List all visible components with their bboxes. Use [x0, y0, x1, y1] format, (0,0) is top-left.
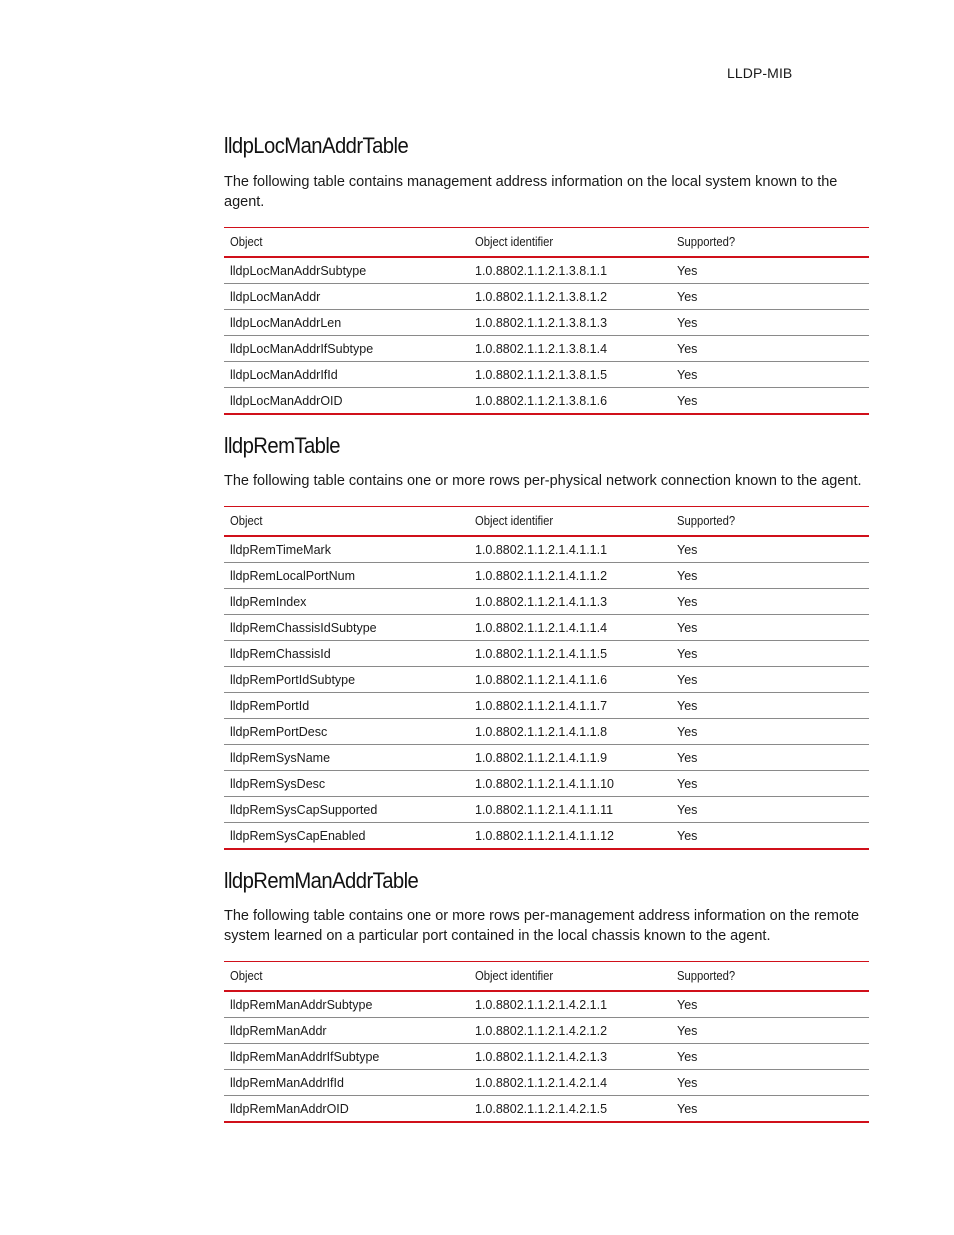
cell-object-identifier: 1.0.8802.1.1.2.1.4.1.1.12 [469, 823, 671, 850]
cell-supported: Yes [671, 641, 869, 667]
cell-supported: Yes [671, 362, 869, 388]
table-row [224, 1070, 869, 1096]
table-row [224, 589, 869, 615]
cell-object-identifier: 1.0.8802.1.1.2.1.4.1.1.6 [469, 667, 671, 693]
cell-supported: Yes [671, 615, 869, 641]
column-header-object: Object [230, 235, 263, 249]
cell-supported: Yes [671, 310, 869, 336]
cell-object: lldpRemChassisId [224, 641, 469, 667]
cell-object-identifier: 1.0.8802.1.1.2.1.4.2.1.5 [469, 1096, 671, 1123]
section-lldp-loc-man-addr-table [224, 133, 869, 415]
table-row [224, 388, 869, 415]
cell-object: lldpLocManAddrIfId [224, 362, 469, 388]
table-row [224, 693, 869, 719]
section-title: lldpRemTable [224, 433, 341, 458]
section-lldp-rem-table [224, 433, 869, 850]
cell-object: lldpRemIndex [224, 589, 469, 615]
cell-object: lldpLocManAddrSubtype [224, 257, 469, 284]
cell-object-identifier: 1.0.8802.1.1.2.1.4.1.1.9 [469, 745, 671, 771]
section-description: The following table contains management address information on the local system known to the agent. [224, 174, 838, 210]
cell-object-identifier: 1.0.8802.1.1.2.1.4.1.1.11 [469, 797, 671, 823]
cell-supported: Yes [671, 257, 869, 284]
section-title: lldpLocManAddrTable [224, 133, 409, 158]
cell-object-identifier: 1.0.8802.1.1.2.1.4.1.1.1 [469, 536, 671, 563]
table-row [224, 823, 869, 850]
table-row [224, 991, 869, 1018]
table-row [224, 771, 869, 797]
cell-supported: Yes [671, 745, 869, 771]
cell-supported: Yes [671, 823, 869, 850]
table-row [224, 284, 869, 310]
cell-object: lldpRemLocalPortNum [224, 563, 469, 589]
cell-object-identifier: 1.0.8802.1.1.2.1.4.2.1.3 [469, 1044, 671, 1070]
column-header-object: Object [230, 969, 263, 983]
cell-object-identifier: 1.0.8802.1.1.2.1.3.8.1.1 [469, 257, 671, 284]
cell-supported: Yes [671, 563, 869, 589]
section-lldp-rem-man-addr-table [224, 868, 869, 1123]
table-row [224, 797, 869, 823]
table-row [224, 667, 869, 693]
cell-supported: Yes [671, 1070, 869, 1096]
table-header-row [224, 507, 869, 537]
cell-object: lldpRemSysCapEnabled [224, 823, 469, 850]
cell-object-identifier: 1.0.8802.1.1.2.1.4.1.1.8 [469, 719, 671, 745]
section-title: lldpRemManAddrTable [224, 868, 419, 893]
cell-object: lldpRemSysName [224, 745, 469, 771]
cell-object: lldpRemManAddrIfSubtype [224, 1044, 469, 1070]
cell-supported: Yes [671, 284, 869, 310]
cell-object: lldpRemManAddrOID [224, 1096, 469, 1123]
column-header-object-identifier: Object identifier [475, 235, 554, 249]
cell-object-identifier: 1.0.8802.1.1.2.1.4.2.1.1 [469, 991, 671, 1018]
cell-object: lldpRemTimeMark [224, 536, 469, 563]
table-row [224, 536, 869, 563]
cell-object: lldpRemManAddr [224, 1018, 469, 1044]
cell-supported: Yes [671, 797, 869, 823]
table-row [224, 563, 869, 589]
table-row [224, 362, 869, 388]
cell-object: lldpRemSysDesc [224, 771, 469, 797]
cell-supported: Yes [671, 1044, 869, 1070]
cell-supported: Yes [671, 991, 869, 1018]
cell-object-identifier: 1.0.8802.1.1.2.1.3.8.1.2 [469, 284, 671, 310]
cell-supported: Yes [671, 667, 869, 693]
cell-supported: Yes [671, 388, 869, 415]
table-header-row [224, 962, 869, 992]
cell-object-identifier: 1.0.8802.1.1.2.1.4.1.1.4 [469, 615, 671, 641]
table-row [224, 719, 869, 745]
cell-object: lldpRemPortId [224, 693, 469, 719]
cell-object-identifier: 1.0.8802.1.1.2.1.4.2.1.2 [469, 1018, 671, 1044]
cell-object-identifier: 1.0.8802.1.1.2.1.4.1.1.3 [469, 589, 671, 615]
table-row [224, 336, 869, 362]
column-header-object-identifier: Object identifier [475, 969, 554, 983]
section-description: The following table contains one or more rows per-management address information on the remote system learned on a particular port contained in the local chassis known to the agent. [224, 908, 860, 944]
column-header-supported: Supported? [677, 969, 736, 983]
cell-object-identifier: 1.0.8802.1.1.2.1.3.8.1.4 [469, 336, 671, 362]
cell-object-identifier: 1.0.8802.1.1.2.1.4.1.1.10 [469, 771, 671, 797]
cell-supported: Yes [671, 693, 869, 719]
running-header: LLDP-MIB [727, 65, 793, 81]
mib-table [224, 961, 869, 1123]
table-row [224, 615, 869, 641]
column-header-supported: Supported? [677, 514, 736, 528]
cell-object: lldpLocManAddr [224, 284, 469, 310]
cell-object-identifier: 1.0.8802.1.1.2.1.3.8.1.5 [469, 362, 671, 388]
table-row [224, 641, 869, 667]
cell-object-identifier: 1.0.8802.1.1.2.1.4.1.1.2 [469, 563, 671, 589]
cell-object: lldpLocManAddrIfSubtype [224, 336, 469, 362]
cell-supported: Yes [671, 1018, 869, 1044]
table-row [224, 745, 869, 771]
table-row [224, 1096, 869, 1123]
cell-supported: Yes [671, 771, 869, 797]
cell-object: lldpLocManAddrLen [224, 310, 469, 336]
table-row [224, 257, 869, 284]
mib-table [224, 506, 869, 850]
table-header-row [224, 228, 869, 258]
section-description: The following table contains one or more rows per-physical network connection known to the agent. [224, 473, 862, 489]
cell-object: lldpRemSysCapSupported [224, 797, 469, 823]
cell-object-identifier: 1.0.8802.1.1.2.1.4.2.1.4 [469, 1070, 671, 1096]
mib-table [224, 227, 869, 415]
cell-object: lldpRemPortDesc [224, 719, 469, 745]
cell-object: lldpRemManAddrIfId [224, 1070, 469, 1096]
table-row [224, 1044, 869, 1070]
cell-supported: Yes [671, 1096, 869, 1123]
cell-object: lldpLocManAddrOID [224, 388, 469, 415]
cell-supported: Yes [671, 589, 869, 615]
cell-object: lldpRemPortIdSubtype [224, 667, 469, 693]
cell-object: lldpRemChassisIdSubtype [224, 615, 469, 641]
cell-supported: Yes [671, 336, 869, 362]
cell-object-identifier: 1.0.8802.1.1.2.1.3.8.1.3 [469, 310, 671, 336]
cell-object: lldpRemManAddrSubtype [224, 991, 469, 1018]
table-row [224, 310, 869, 336]
cell-supported: Yes [671, 719, 869, 745]
cell-object-identifier: 1.0.8802.1.1.2.1.3.8.1.6 [469, 388, 671, 415]
column-header-supported: Supported? [677, 235, 736, 249]
column-header-object-identifier: Object identifier [475, 514, 554, 528]
table-row [224, 1018, 869, 1044]
cell-supported: Yes [671, 536, 869, 563]
column-header-object: Object [230, 514, 263, 528]
cell-object-identifier: 1.0.8802.1.1.2.1.4.1.1.7 [469, 693, 671, 719]
cell-object-identifier: 1.0.8802.1.1.2.1.4.1.1.5 [469, 641, 671, 667]
